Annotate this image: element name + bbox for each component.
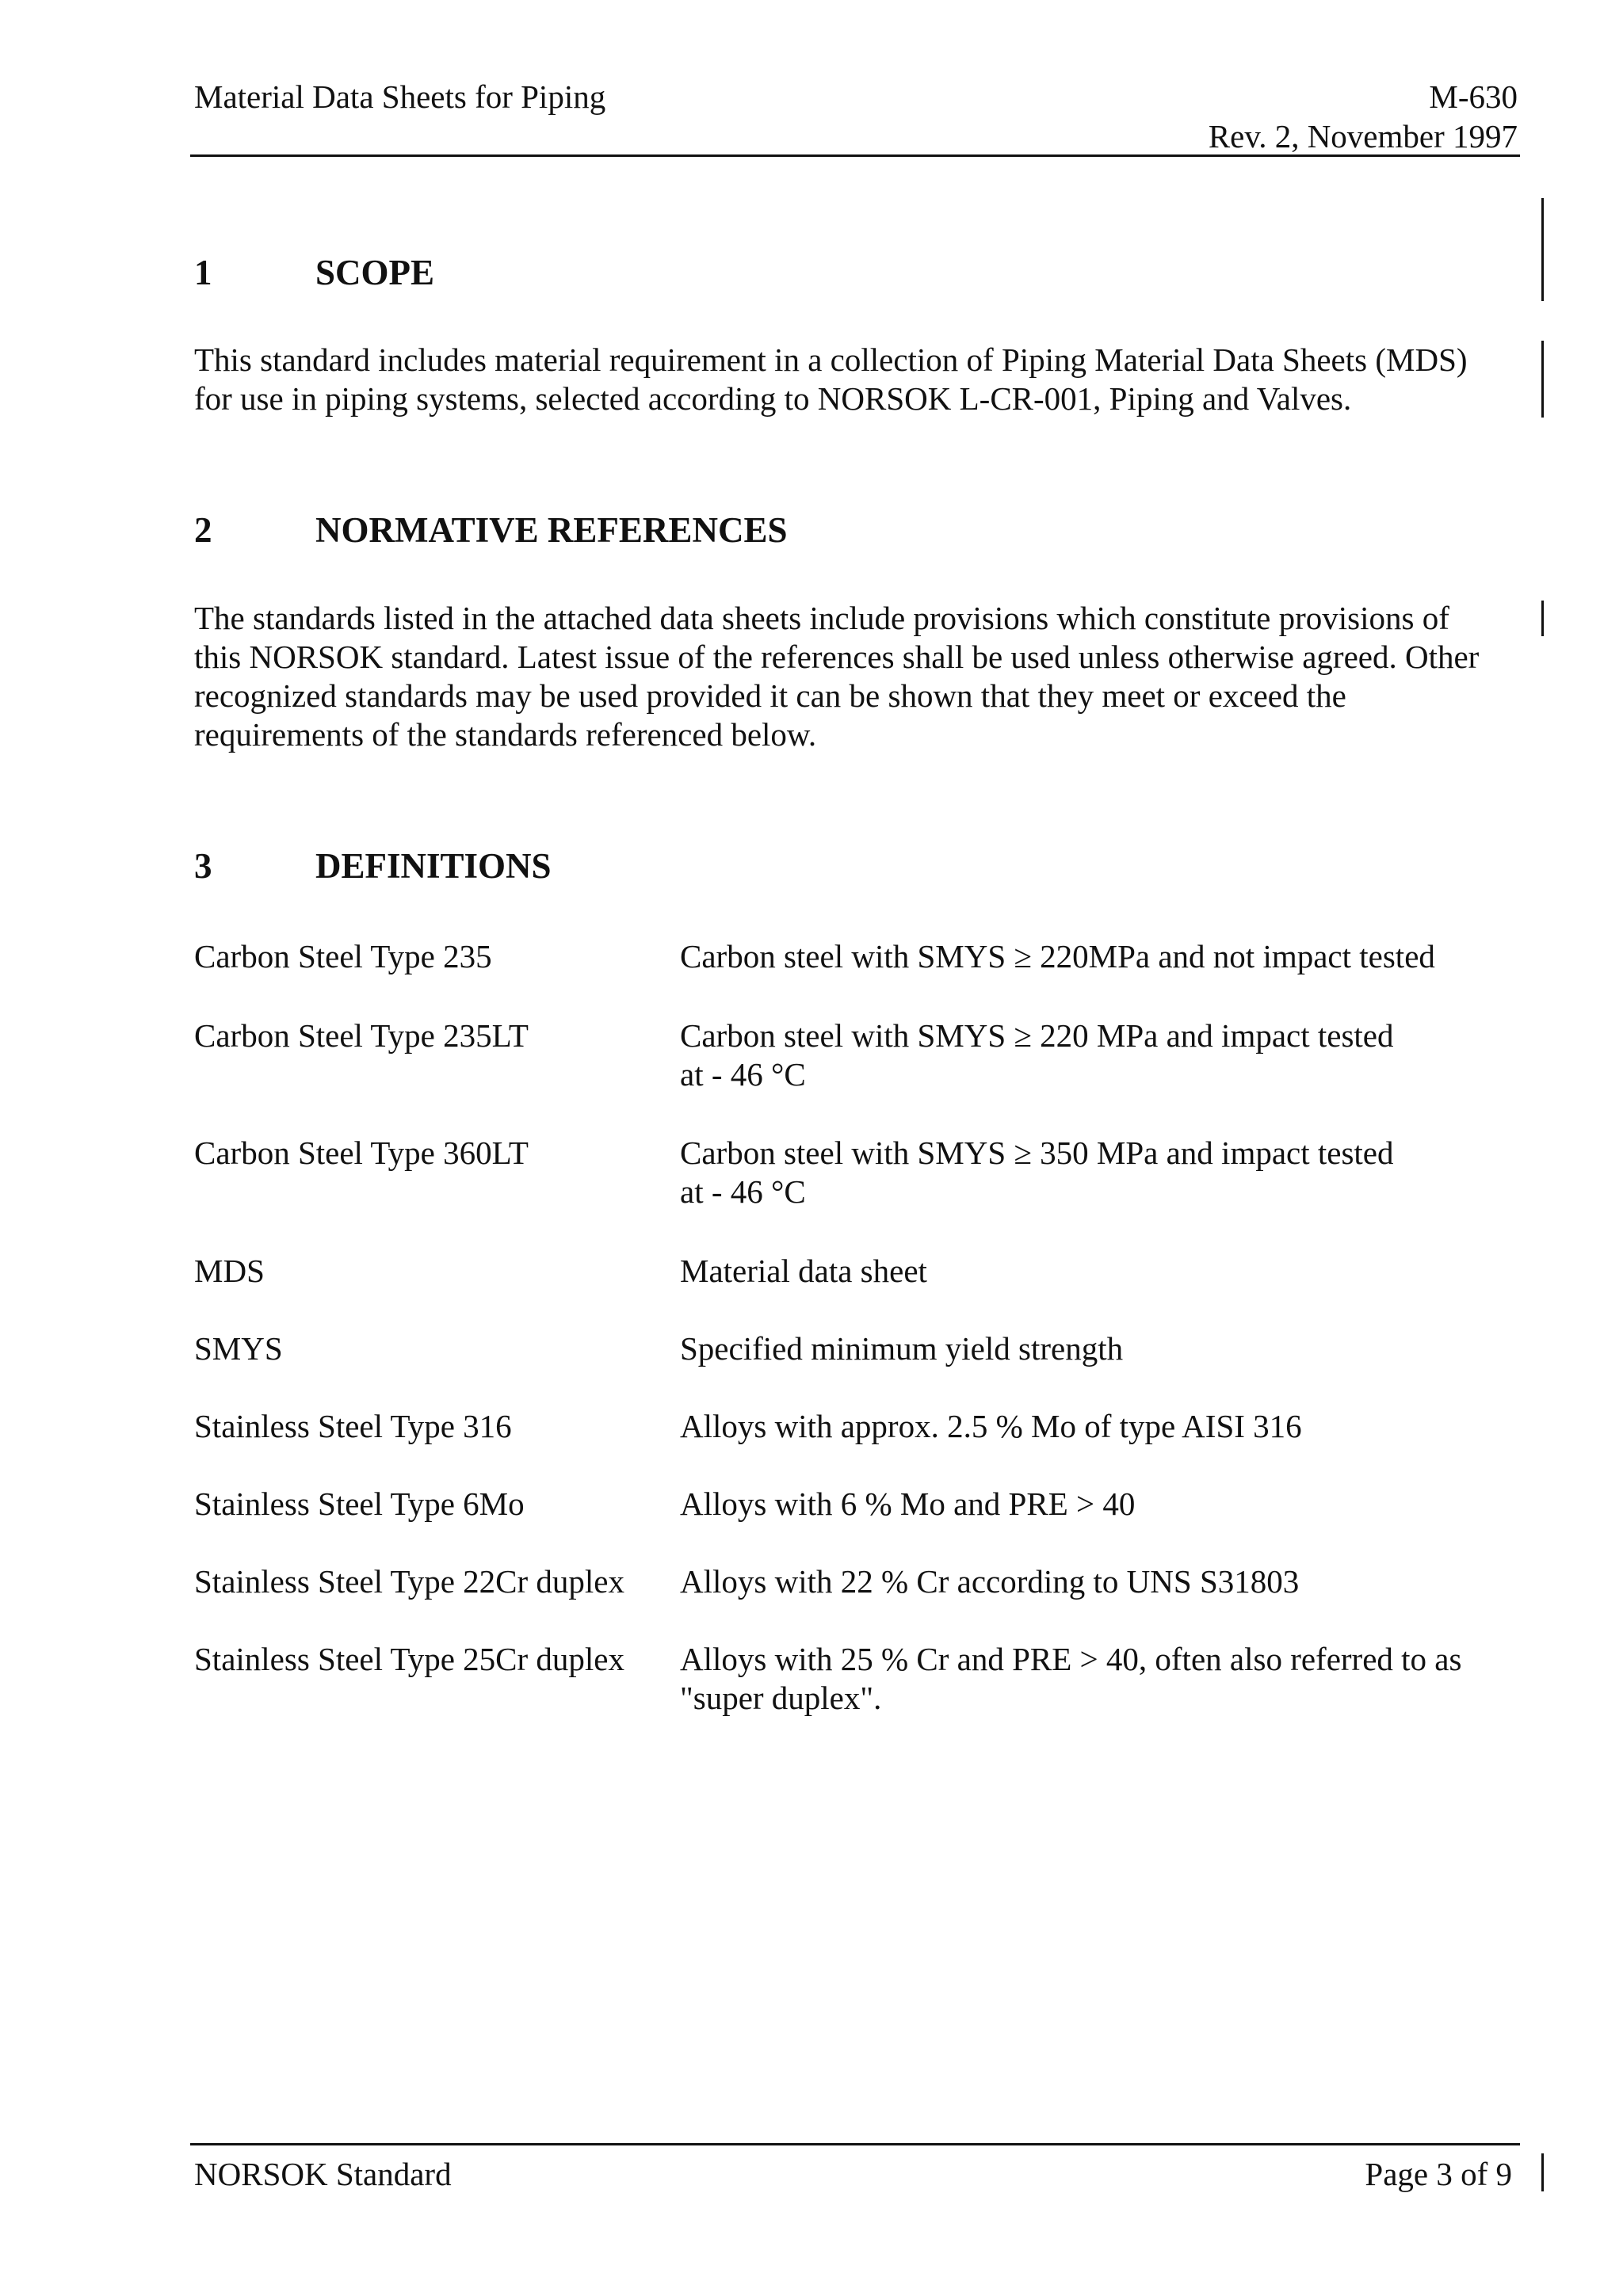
references-line: The standards listed in the attached data sheets include provisions which constitute provisions of <box>194 600 1449 636</box>
definition-line: at - 46 °C <box>680 1056 806 1093</box>
section-3-title: DEFINITIONS <box>315 846 552 886</box>
definition-term: SMYS <box>194 1330 283 1367</box>
revision-bar-scope-text <box>1541 341 1544 418</box>
definition-description <box>680 1134 1394 1211</box>
definition-line: Carbon steel with SMYS ≥ 220 MPa and impact tested <box>680 1017 1394 1054</box>
definition-description <box>680 1562 1299 1601</box>
definition-term: Stainless Steel Type 316 <box>194 1408 512 1444</box>
section-2-number: 2 <box>194 510 212 550</box>
revision-date: Rev. 2, November 1997 <box>1208 118 1518 154</box>
references-line: this NORSOK standard. Latest issue of the references shall be used unless otherwise agreed. Other <box>194 639 1480 675</box>
references-paragraph <box>194 599 1510 754</box>
definition-line: Carbon steel with SMYS ≥ 350 MPa and impact tested <box>680 1135 1394 1171</box>
definition-line: Alloys with approx. 2.5 % Mo of type AISI 316 <box>680 1408 1302 1444</box>
section-1-title: SCOPE <box>315 253 435 292</box>
definition-description <box>680 1407 1302 1446</box>
definition-term: Carbon Steel Type 360LT <box>194 1135 529 1171</box>
definition-term: Stainless Steel Type 22Cr duplex <box>194 1563 624 1600</box>
definition-description <box>680 1252 927 1291</box>
references-line: recognized standards may be used provided it can be shown that they meet or exceed the <box>194 677 1346 714</box>
document-number: M-630 <box>1429 78 1518 115</box>
definition-line: Material data sheet <box>680 1253 927 1289</box>
definition-line: Alloys with 25 % Cr and PRE > 40, often also referred to as <box>680 1641 1462 1677</box>
footer-rule <box>190 2143 1520 2145</box>
definition-line: Alloys with 6 % Mo and PRE > 40 <box>680 1486 1136 1522</box>
definition-description <box>680 1485 1135 1524</box>
definition-term: Stainless Steel Type 25Cr duplex <box>194 1641 624 1677</box>
definition-line: Carbon steel with SMYS ≥ 220MPa and not impact tested <box>680 938 1435 974</box>
definition-line: at - 46 °C <box>680 1173 806 1210</box>
definition-description <box>680 1640 1461 1718</box>
revision-bar-scope-heading <box>1541 198 1544 301</box>
definition-term: Carbon Steel Type 235 <box>194 938 492 974</box>
section-1-number: 1 <box>194 253 212 292</box>
definition-term: Stainless Steel Type 6Mo <box>194 1486 525 1522</box>
definition-line: Specified minimum yield strength <box>680 1330 1124 1367</box>
scope-paragraph <box>194 341 1510 418</box>
definition-description <box>680 1329 1123 1368</box>
definition-line: Alloys with 22 % Cr according to UNS S31803 <box>680 1563 1300 1600</box>
page-number: Page 3 of 9 <box>1365 2156 1512 2192</box>
definition-description <box>680 1016 1394 1094</box>
section-3-number: 3 <box>194 846 212 886</box>
definition-line: "super duplex". <box>680 1680 882 1716</box>
references-line: requirements of the standards referenced below. <box>194 716 817 753</box>
header-title: Material Data Sheets for Piping <box>194 78 606 115</box>
definition-term: MDS <box>194 1253 265 1289</box>
definition-term: Carbon Steel Type 235LT <box>194 1017 529 1054</box>
scope-line: for use in piping systems, selected according to NORSOK L-CR-001, Piping and Valves. <box>194 380 1352 417</box>
footer-standard-name: NORSOK Standard <box>194 2156 452 2192</box>
revision-bar-references-text <box>1541 601 1544 636</box>
definition-description <box>680 937 1435 976</box>
revision-bar-footer <box>1541 2153 1544 2191</box>
scope-line: This standard includes material requirement in a collection of Piping Material Data Sheets (MDS) <box>194 341 1468 378</box>
header-rule <box>190 154 1520 157</box>
section-2-title: NORMATIVE REFERENCES <box>315 510 788 550</box>
